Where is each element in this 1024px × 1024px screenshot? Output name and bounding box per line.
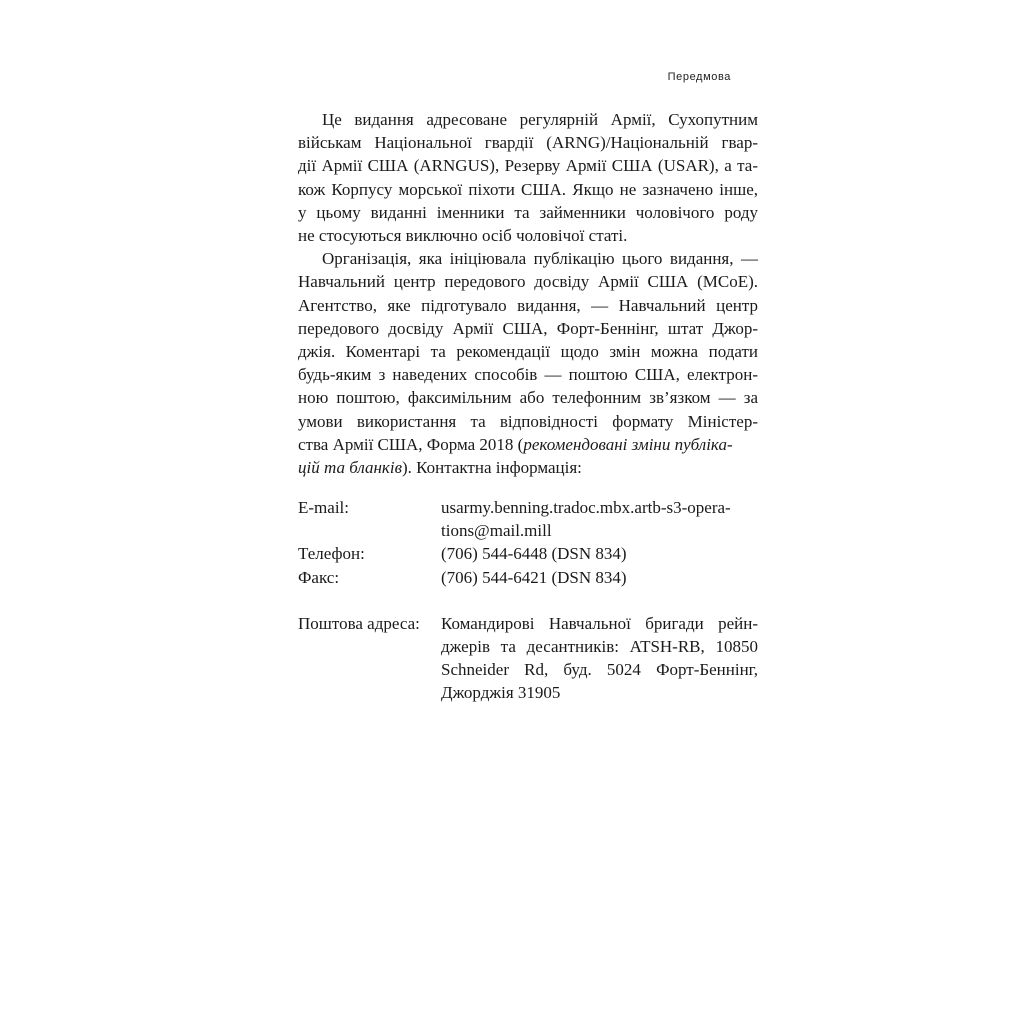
text-line: не стосуються виключно осіб чоловічої статі. <box>298 226 628 246</box>
italic-text: цій та бланків <box>298 458 402 478</box>
phone-value <box>441 542 758 565</box>
text-line: Командирові Навчальної бригади рейн- <box>441 613 758 633</box>
text-line: (706) 544-6448 (DSN 834) <box>441 544 627 564</box>
phone-label: Телефон: <box>298 544 365 564</box>
fax-value <box>441 566 758 589</box>
text-line: Організація, яка ініціювала публікацію цього видання, — <box>322 249 758 269</box>
text-line: передового досвіду Армії США, Форт-Беннінг, штат Джор- <box>298 318 758 338</box>
paragraph-intro <box>298 108 758 247</box>
text-line: умови використання та відповідності формату Міністер- <box>298 411 758 431</box>
body-text <box>298 108 758 479</box>
text-line: кож Корпусу морської піхоти США. Якщо не зазначено інше, <box>298 179 758 199</box>
text-line: дії Армії США (ARNGUS), Резерву Армії США (USAR), а та- <box>298 156 758 176</box>
text-line: джерів та десантників: ATSH-RB, 10850 <box>441 637 758 657</box>
text-line: Це видання адресоване регулярній Армії, Сухопутним <box>322 110 758 129</box>
text-line: Джорджія 31905 <box>441 683 561 703</box>
address-value <box>441 612 758 705</box>
email-value <box>441 496 758 542</box>
text-line: (706) 544-6421 (DSN 834) <box>441 567 627 587</box>
text-segment: ). Контактна інформація: <box>401 458 582 478</box>
contact-info <box>298 496 758 705</box>
email-label: E-mail: <box>298 498 349 517</box>
contact-fax-row <box>298 566 758 589</box>
paragraph-organization <box>298 247 758 479</box>
text-line: tions@mail.mill <box>441 521 552 541</box>
fax-label: Факс: <box>298 567 340 587</box>
text-line: будь-яким з наведених способів — поштою США, електрон- <box>298 365 758 385</box>
text-line: ною поштою, факсимільним або телефонним зв’язком — за <box>298 388 758 408</box>
spacer <box>298 589 758 612</box>
text-segment: ства Армії США, Форма 2018 ( <box>298 434 524 454</box>
contact-address-row <box>298 612 758 705</box>
text-line <box>298 456 758 479</box>
contact-email-row <box>298 496 758 542</box>
text-line: Schneider Rd, буд. 5024 Форт-Беннінг, <box>441 660 758 680</box>
text-line: військам Національної гвардії (ARNG)/Національній гвар- <box>298 133 758 153</box>
text-line: джія. Коментарі та рекомендації щодо змін можна подати <box>298 342 758 362</box>
italic-text: рекомендовані зміни публіка- <box>523 434 733 454</box>
address-label: Поштова адреса: <box>298 613 420 633</box>
text-line: Навчальний центр передового досвіду Армії США (MCoE). <box>298 272 758 292</box>
running-head: Передмова <box>667 71 731 83</box>
text-line: у цьому виданні іменники та займенники чоловічого роду <box>298 202 758 222</box>
text-line: usarmy.benning.tradoc.mbx.artb-s3-opera- <box>441 498 731 517</box>
text-line: Агентство, яке підготувало видання, — Навчальний центр <box>298 295 758 315</box>
text-line <box>298 433 758 456</box>
contact-phone-row <box>298 542 758 565</box>
